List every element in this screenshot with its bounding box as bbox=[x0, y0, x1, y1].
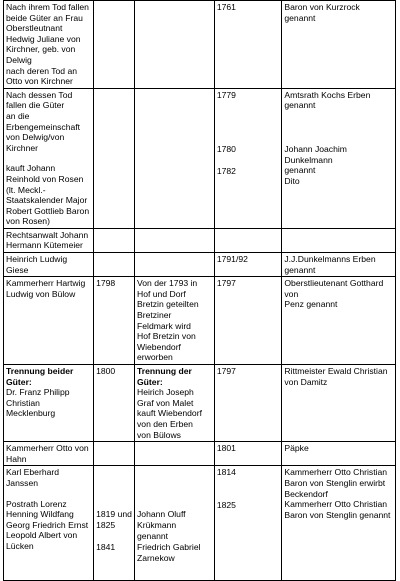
owner-text: Oberstlieutenant Gotthard von Penz genannt bbox=[284, 278, 384, 310]
year-cell bbox=[94, 1, 135, 89]
owner-cell bbox=[282, 277, 396, 365]
table-row bbox=[4, 88, 396, 228]
year-text: 1798 bbox=[96, 278, 116, 289]
owner-cell bbox=[135, 228, 215, 252]
owner-cell bbox=[135, 442, 215, 466]
owner-text: J.J.Dunkelmanns Erben genannt bbox=[284, 254, 376, 275]
owner-text: Kammerherr Otto Christian Baron von Stenglin genannt bbox=[284, 499, 391, 520]
owner-text: Rittmeister Ewald Christian von Damitz bbox=[284, 366, 388, 387]
year-cell bbox=[94, 228, 135, 252]
owner-text: Nach dessen Tod fallen die Güter an die Erbengemeinschaft von Delwig/von Kirchner bbox=[6, 89, 81, 153]
table-row bbox=[4, 466, 396, 581]
owner-cell bbox=[4, 442, 94, 466]
owner-cell bbox=[282, 253, 396, 277]
year-cell bbox=[214, 1, 282, 89]
owner-text: Johann Joachim Dunkelmann genannt bbox=[284, 143, 347, 176]
owner-text: Friedrich Gabriel Zarnekow bbox=[137, 542, 201, 563]
owner-cell bbox=[282, 88, 396, 228]
year-text: 1791/92 bbox=[216, 254, 248, 265]
owner-text: Johann Oluff Krükmann genannt bbox=[137, 509, 186, 541]
year-text: 1797 bbox=[216, 278, 236, 289]
owner-cell bbox=[4, 365, 94, 442]
year-cell bbox=[214, 365, 282, 442]
ownership-history-table bbox=[3, 0, 396, 581]
year-cell bbox=[94, 277, 135, 365]
year-cell bbox=[94, 88, 135, 228]
owner-text: Kammerherr Otto von Hahn bbox=[6, 443, 89, 464]
owner-cell bbox=[135, 466, 215, 581]
year-text: 1825 bbox=[216, 499, 236, 510]
year-cell bbox=[94, 365, 135, 442]
owner-cell bbox=[4, 1, 94, 89]
owner-cell bbox=[4, 88, 94, 228]
owner-cell bbox=[135, 253, 215, 277]
owner-text: Heinrich Ludwig Giese bbox=[6, 254, 68, 275]
owner-cell bbox=[282, 228, 396, 252]
section-heading: Trennung der Güter: bbox=[137, 366, 192, 387]
year-text: 1841 bbox=[96, 541, 116, 552]
year-cell bbox=[214, 88, 282, 228]
owner-text: Heirich Joseph Graf von Malet kauft Wiebendorf von den Erben von Bülows bbox=[137, 387, 202, 440]
year-text: 1780 bbox=[216, 144, 236, 155]
year-text: 1814 bbox=[216, 467, 236, 478]
owner-cell bbox=[4, 466, 94, 581]
year-cell bbox=[94, 442, 135, 466]
owner-cell bbox=[282, 466, 396, 581]
owner-text: Amtsrath Kochs Erben genannt bbox=[284, 89, 371, 111]
owner-text: Päpke bbox=[284, 443, 309, 454]
year-text: 1782 bbox=[216, 165, 236, 176]
year-cell bbox=[214, 253, 282, 277]
owner-cell bbox=[135, 277, 215, 365]
year-text: 1800 bbox=[96, 366, 116, 376]
owner-text: Nach ihrem Tod fallen beide Güter an Frau Oberstleutnant Hedwig Juliane von Kirchner, geb. von Delwig nach deren Tod an Otto von Kirchner bbox=[6, 2, 89, 87]
owner-text: Dr. Franz Philipp Christian Mecklenburg bbox=[6, 387, 70, 419]
owner-text: Kammerherr Otto Christian Baron von Stenglin erwirbt Beckendorf bbox=[284, 467, 388, 499]
owner-cell bbox=[282, 1, 396, 89]
year-cell bbox=[214, 466, 282, 581]
year-text: 1801 bbox=[216, 443, 236, 454]
owner-cell bbox=[4, 277, 94, 365]
owner-cell bbox=[4, 228, 94, 252]
table-row bbox=[4, 442, 396, 466]
owner-text: Karl Eberhard Janssen bbox=[6, 467, 60, 488]
owner-text: Baron von Kurzrock genannt bbox=[284, 2, 360, 23]
owner-cell bbox=[135, 88, 215, 228]
owner-text: Postrath Lorenz Henning Wildfang Georg Friedrich Ernst Leopold Albert von Lücken bbox=[6, 498, 89, 551]
year-cell bbox=[94, 253, 135, 277]
section-heading: Trennung beider Güter: bbox=[6, 366, 74, 387]
owner-cell bbox=[4, 253, 94, 277]
owner-cell bbox=[282, 442, 396, 466]
owner-cell bbox=[135, 1, 215, 89]
year-text: 1797 bbox=[216, 366, 236, 376]
year-text: 1819 und 1825 bbox=[96, 509, 132, 530]
year-cell bbox=[94, 466, 135, 581]
owner-text: Rechtsanwalt Johann Hermann Kütemeier bbox=[6, 229, 89, 251]
year-cell bbox=[214, 277, 282, 365]
table-row bbox=[4, 253, 396, 277]
year-cell bbox=[214, 228, 282, 252]
owner-text: Dito bbox=[284, 175, 300, 186]
table-row bbox=[4, 1, 396, 89]
year-text: 1761 bbox=[216, 2, 236, 12]
owner-text: Kammerherr Hartwig Ludwig von Bülow bbox=[6, 278, 86, 299]
year-text: 1779 bbox=[216, 89, 236, 100]
table-row bbox=[4, 228, 396, 252]
owner-cell bbox=[282, 365, 396, 442]
owner-cell bbox=[135, 365, 215, 442]
table-row bbox=[4, 277, 396, 365]
owner-text: kauft Johann Reinhold von Rosen (lt. Meckl.- Staatskalender Major Robert Gottlieb Baron von Rosen) bbox=[6, 163, 90, 227]
owner-text: Von der 1793 in Hof und Dorf Bretzin geteilten Bretziner Feldmark wird Hof Bretzin von Wiebendorf erworben bbox=[137, 278, 199, 363]
table-row bbox=[4, 365, 396, 442]
year-cell bbox=[214, 442, 282, 466]
